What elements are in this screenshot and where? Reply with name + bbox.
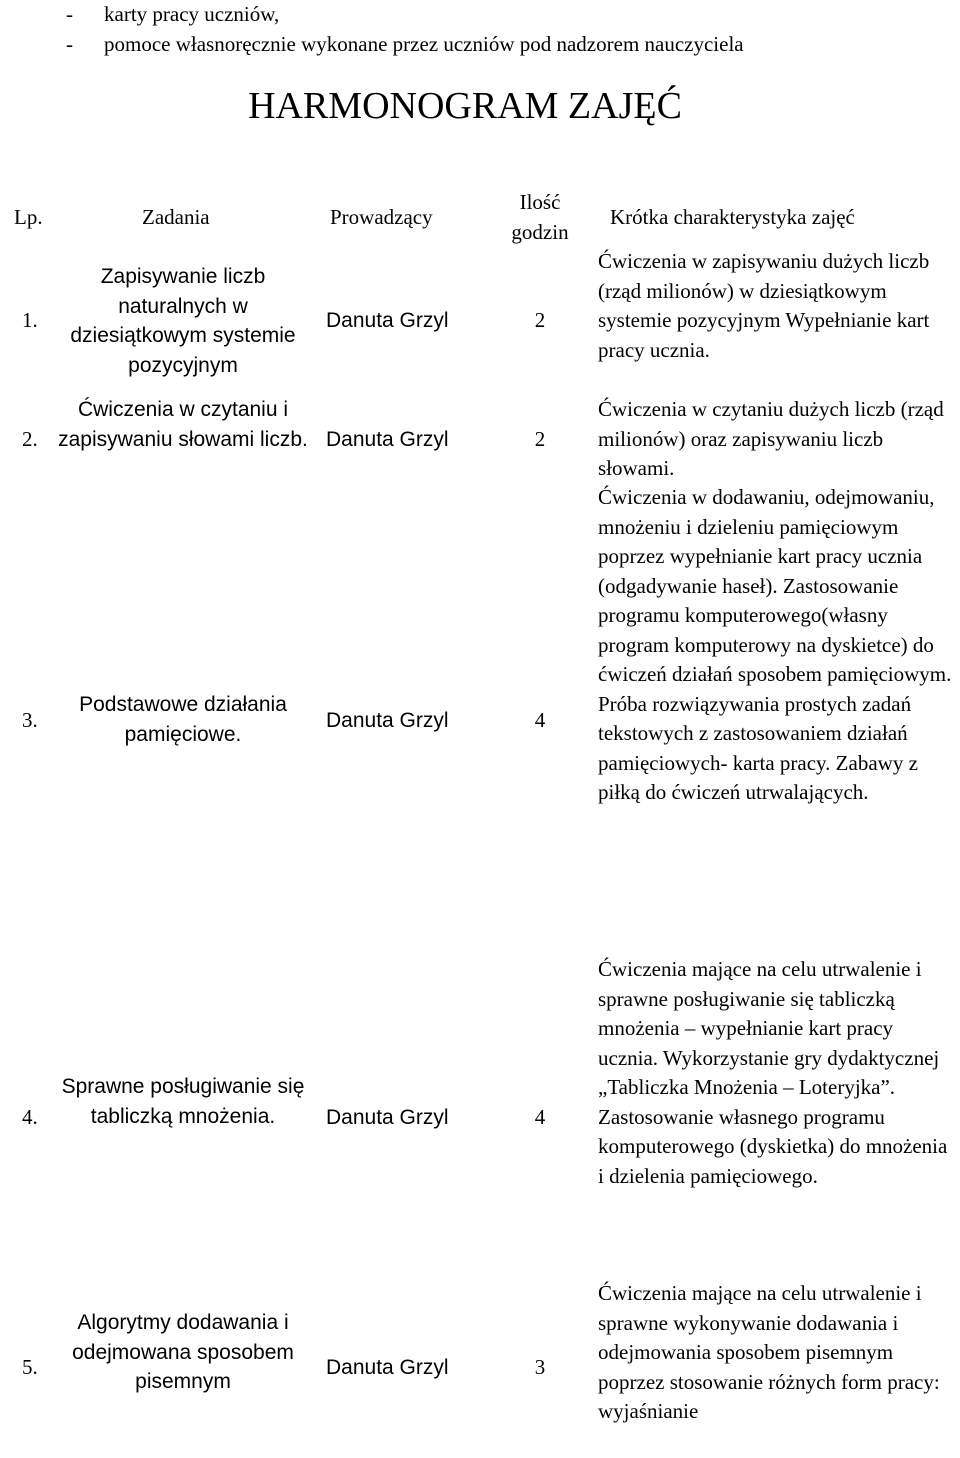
header-opis: Krótka charakterystyka zajęć (610, 205, 855, 229)
list-item: - karty pracy uczniów, (66, 2, 280, 26)
row-hours: 4 (534, 708, 546, 732)
row-description: Ćwiczenia w czytaniu dużych liczb (rząd milionów) oraz zapisywaniu liczb słowami. (598, 397, 944, 480)
row-lead: Danuta Grzyl (326, 1356, 449, 1379)
row-task: Zapisywanie liczb naturalnych w dziesiątkowym systemie pozycyjnym (70, 265, 296, 377)
row-description: Ćwiczenia mające na celu utrwalenie i sprawne wykonywanie dodawania i odejmowania sposobem pisemnym poprzez stosowanie różnych form pracy: wyjaśnianie (598, 1281, 940, 1423)
row-task: Algorytmy dodawania i odejmowana sposobem pisemnym (72, 1311, 294, 1393)
row-hours: 2 (534, 427, 546, 451)
row-hours: 4 (534, 1105, 546, 1129)
header-ilosc: Ilość godzin (511, 190, 569, 244)
row-task: Podstawowe działania pamięciowe. (79, 693, 287, 746)
row-task: Ćwiczenia w czytaniu i zapisywaniu słowami liczb. (58, 398, 308, 451)
row-lead: Danuta Grzyl (326, 309, 449, 332)
row-lead: Danuta Grzyl (326, 1106, 449, 1129)
row-description: Ćwiczenia mające na celu utrwalenie i sprawne posługiwanie się tabliczką mnożenia – wypełnianie kart pracy ucznia. Wykorzystanie gry dydaktycznej „Tabliczka Mnożenia – Loteryjka”. Zastosowanie własnego programu komputerowego (dyskietka) do mnożenia i dzielenia pamięciowego. (598, 957, 948, 1188)
header-lp: Lp. (14, 205, 43, 229)
list-item: - pomoce własnoręcznie wykonane przez uczniów pod nadzorem nauczyciela (66, 31, 744, 56)
row-description: Ćwiczenia w dodawaniu, odejmowaniu, mnożeniu i dzieleniu pamięciowym poprzez wypełnianie kart pracy ucznia (odgadywanie haseł). Zastosowanie programu komputerowego(własny program komputerowy na dyskietce) do ćwiczeń działań sposobem pamięciowym. Próba rozwiązywania prostych zadań tekstowych z zastosowaniem działań pamięciowych- karta pracy. Zabawy z piłką do ćwiczeń utrwalających. (598, 485, 952, 804)
intro-list (66, 0, 744, 59)
row-number: 3. (22, 708, 38, 732)
row-lead: Danuta Grzyl (326, 428, 449, 451)
header-zadania: Zadania (142, 205, 210, 229)
row-number: 2. (22, 427, 38, 451)
row-lead: Danuta Grzyl (326, 709, 449, 732)
header-prowadzacy: Prowadzący (330, 205, 433, 229)
row-task: Sprawne posługiwanie się tabliczką mnożenia. (61, 1075, 305, 1128)
page-title: HARMONOGRAM ZAJĘĆ (248, 85, 682, 127)
row-hours: 2 (534, 308, 546, 332)
row-number: 1. (22, 308, 38, 332)
row-description: Ćwiczenia w zapisywaniu dużych liczb (rząd milionów) w dziesiątkowym systemie pozycyjnym Wypełnianie kart pracy ucznia. (598, 249, 930, 362)
row-number: 4. (22, 1105, 38, 1129)
row-hours: 3 (534, 1355, 546, 1379)
row-number: 5. (22, 1355, 38, 1379)
